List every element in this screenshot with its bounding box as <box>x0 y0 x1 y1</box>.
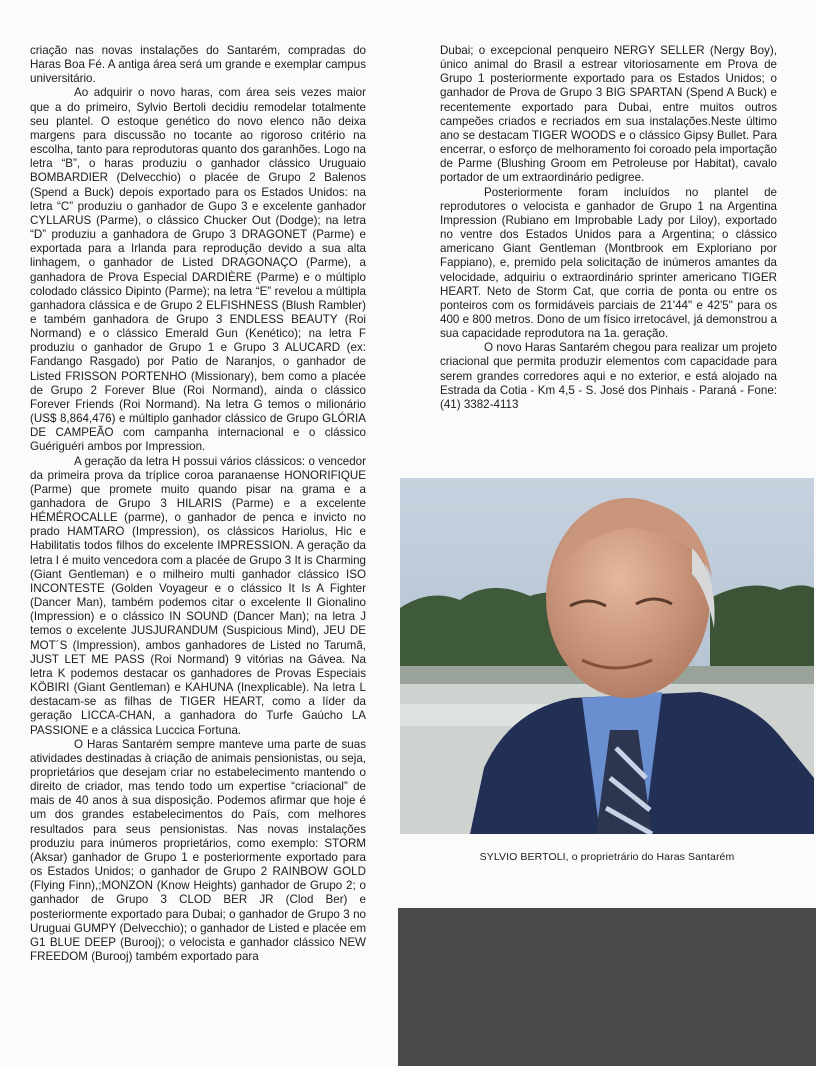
photo-caption: SYLVIO BERTOLI, o proprietrário do Haras Santarém <box>479 851 735 863</box>
paragraph: Posteriormente foram incluídos no plantel de reprodutores o velocista e ganhador de Grupo 1 na Argentina Impression (Rubiano em Improbable Lady por Liloy), exportado no ventre dos Estados Unidos para a Argentina; o clássico americano Giant Gentleman (Montbrook em Exploriano por Fappiano), e, premido pela solicitação de inúmeros amantes da velocidade, adquiriu o extraordinário sprinter americano TIGER HEART. Neto de Storm Cat, que corria de ponta ou entre os ponteiros com os formidáveis parciais de 21'44" e 42'5" para os 400 e 800 metros. Dono de um físico irretocável, já demonstrou a sua capacidade reprodutora na 1a. geração. <box>440 185 777 341</box>
paragraph: Ao adquirir o novo haras, com área seis vezes maior que a do primeiro, Sylvio Bertoli decidiu remodelar totalmente seu plantel. O estoque genético do novo elenco não deixa margens para discussão no tocante ao rigoroso critério na escolha, tanto para reprodutoras quanto dos garanhões. Logo na letra “B”, o haras produziu o ganhador clássico Uruguaio BOMBARDIER (Delvecchio) o placée de Grupo 2 Balenos (Spend a Buck) depois exportado para os Estados Unidos: na letra “C” produziu o ganhador de Gupo 3 e excelente ganhador CYLLARUS (Parme), o clássico Chucker Out (Dodge); na letra “D” produziu a ganhadora de Grupo 3 DRAGONET (Parme) e exportada para a Irlanda para reprodução devido a sua alta linhagem, o ganhador de Listed DRAGONAÇO (Parme), a ganhadora de Prova Especial DARDIÈRE (Parme) e o múltiplo colodado clássico Dipinto (Parme); na letra “E” revelou a múltipla ganhadora clássica e de Grupo 2 ELFISHNESS (Blush Rambler) e também ganhadora de Grupo 3 ENDLESS BEAUTY (Roi Normand) e o clássico Emerald Gun (Kenético); na letra F produziu o ganhador de Grupo 1 e Grupo 3 ALUCARD (ex: Fandango Rasgado) por Patio de Naranjos, o ganhador de Listed FRISSON PORTENHO (Missionary), bem como a placée de Grupo 2 Forever Blue (Roi Normand), ainda o clássico Forever Friends (Roi Normand). Na letra G temos o milionário (US$ 8,864,476) e múltiplo ganhador clássico de Grupo GLÓRIA DE CAMPEÃO com campanha internacional e o clássico Guériguéri ambos por Impression. <box>30 86 366 454</box>
paragraph: O Haras Santarém sempre manteve uma parte de suas atividades destinadas à criação de animais pensionistas, ou seja, proprietários que desejam criar no estabelecimento mantendo o direito de criador, mas tendo todo um expertise “criacional” de mais de 40 anos à sua disposição. Podemos afirmar que hoje é um dos grandes estabelecimentos do País, com melhores resultados para seus pensionistas. Nas novas instalações produziu para inúmeros proprietários, como exemplo: STORM (Aksar) ganhador de Grupo 1 e posteriormente exportado para os Estados Unidos; o ganhador de Grupo 2 RAINBOW GOLD (Flying Finn),;MONZON (Know Heights) ganhador de Grupo 2; o ganhador de Grupo 3 CLOD BER JR (Clod Ber) e posteriormente exportado para Dubai; o ganhador de Grupo 3 no Uruguai GUMPY (Delvecchio); o ganhador de Listed e placée em G1 BLUE DEEP (Burooj); o velocista e ganhador clássico NEW FREEDOM (Burooj) também exportado para <box>30 737 366 963</box>
portrait-illustration <box>400 478 814 834</box>
paragraph: Dubai; o excepcional penqueiro NERGY SELLER (Nergy Boy), único animal do Brasil a estrear vitoriosamente em Prova de Grupo 1 posteriormente exportado para os Estados Unidos; o ganhador de Prova de Grupo 3 BIG SPARTAN (Spend A Buck) e recentemente exportado para Dubai, entre muitos outros campeões criados e recriados em sua instalações.Neste último ano se destacam TIGER WOODS e o clássico Gipsy Bullet. Para encerrar, o esforço de melhoramento foi coroado pela importação de Parme (Blushing Groom em Petroleuse por Habitat), cavalo portador de um extraordinário pedigree. <box>440 44 777 185</box>
trees <box>710 585 814 668</box>
portrait-photo <box>400 478 814 834</box>
dark-block <box>398 908 816 1066</box>
paragraph: criação nas novas instalações do Santarém, compradas do Haras Boa Fé. A antiga área será um grande e exemplar campus universitário. <box>30 44 366 86</box>
right-text-column <box>440 44 777 412</box>
paragraph: A geração da letra H possui vários clássicos: o vencedor da primeira prova da tríplice coroa paranaense HONORIFIQUE (Parme) que promete muito quando pisar na grama e a ganhadora de Grupo 3 HILARIS (Parme) e a excelente HÉMÉROCALLE (parme), o ganhador de penca e invicto no prado HAMTARO (Impression), os clássicos Hariolus, Hic e Habilitatis todos filhos do excelente IMPRESSION. A geração da letra I é muito vencedora com a placée de Grupo 3 It is Charming (Giant Gentleman) e o milheiro multi ganhador clássico ISO INCONTESTE (Golden Voyageur e o clássico It Is A Fighter (Dancer Man), também podemos citar o excelente Il Gionalino (Impression) e o clássico IN SOUND (Dancer Man); na letra J temos o excelente JUSJURANDUM (Suspicious Mind), JEU DE MOT´S (Impression), ambos ganhadores de Listed no Tarumã, JUST LET ME PASS (Roi Normand) 9 vitórias na Gávea. Na letra K podemos destacar os ganhadores de Provas Especiais KÖBIRI (Giant Gentleman) e KAHUNA (Inexplicable). Na letra L destacam-se as filhas de TIGER HEART, como a líder da geração LICCA-CHAN, a ganhadora do Turfe Gaúcho LA PASSIONE e a clássica Luccica Fortuna. <box>30 454 366 737</box>
paragraph: O novo Haras Santarém chegou para realizar um projeto criacional que permita produzir elementos com capacidade para serem grandes corredores aqui e no exterior, e está alojado na Estrada da Cotia - Km 4,5 - S. José dos Pinhais - Paraná - Fone:(41) 3382-4113 <box>440 341 777 411</box>
left-text-column <box>30 44 366 964</box>
